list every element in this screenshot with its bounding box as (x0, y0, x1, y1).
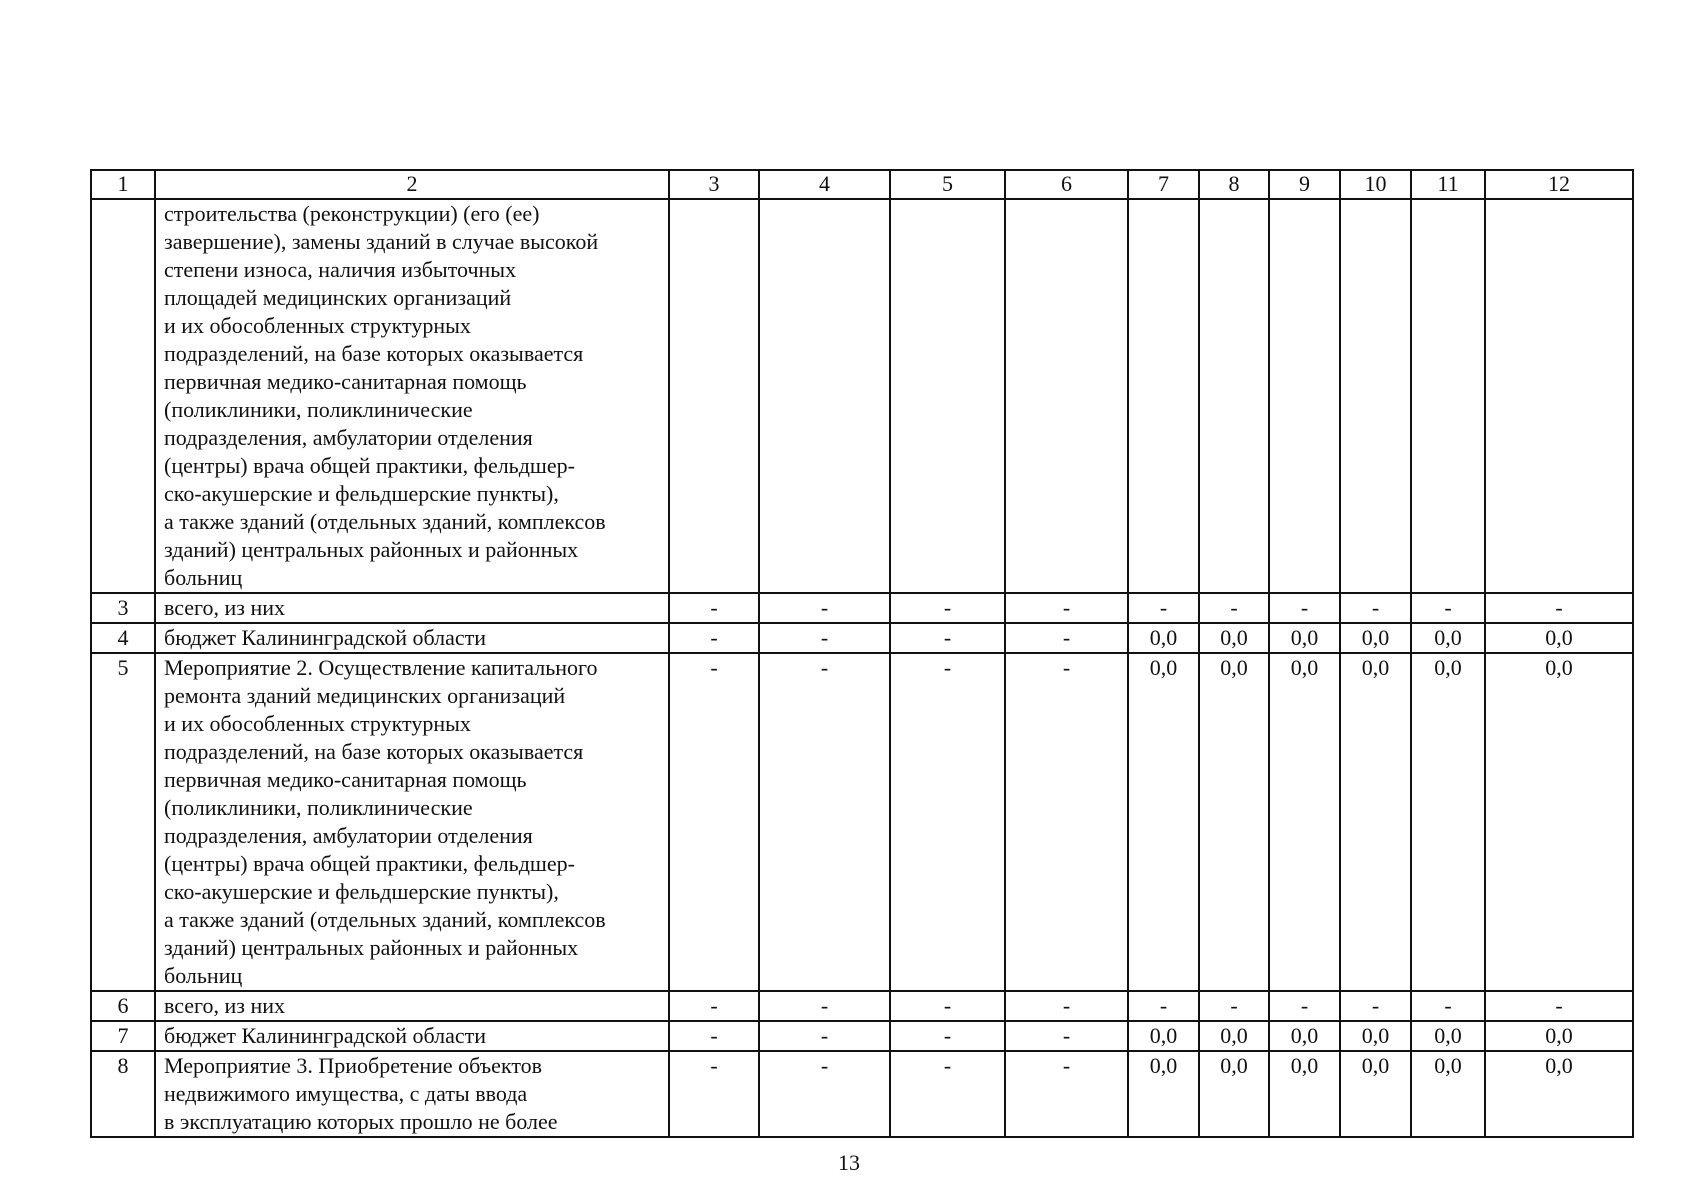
value-cell-col-9: - (1269, 991, 1340, 1021)
row-description: Мероприятие 3. Приобретение объектов недвижимого имущества, с даты ввода в эксплуатацию которых прошло не более (155, 1051, 669, 1137)
table-header-row (91, 170, 1633, 199)
value-cell-col-3: - (669, 991, 759, 1021)
table-row (91, 593, 1633, 623)
value-cell-col-10: - (1340, 991, 1411, 1021)
value-cell-col-6: - (1005, 1021, 1128, 1051)
value-cell-col-6: - (1005, 1051, 1128, 1137)
value-cell-col-3: - (669, 1021, 759, 1051)
value-cell-col-9: 0,0 (1269, 623, 1340, 653)
value-cell-col-5: - (890, 991, 1005, 1021)
value-cell-col-6: - (1005, 593, 1128, 623)
row-description: бюджет Калининградской области (155, 623, 669, 653)
value-cell-col-3: - (669, 1051, 759, 1137)
row-number: 4 (91, 623, 155, 653)
row-description: строительства (реконструкции) (его (ее) завершение), замены зданий в случае высокой степени износа, наличия избыточных площадей медицинских организаций и их обособленных структурных подразделений, на базе которых оказывается первичная медико-санитарная помощь (поликлиники, поликлинические подразделения, амбулатории отделения (центры) врача общей практики, фельдшер- ско-акушерские и фельдшерские пункты), а также зданий (отдельных зданий, комплексов зданий) центральных районных и районных больниц (155, 199, 669, 593)
value-cell-col-8: - (1199, 593, 1269, 623)
value-cell-col-11: - (1411, 593, 1485, 623)
row-number (91, 199, 155, 593)
value-cell-col-10: 0,0 (1340, 623, 1411, 653)
value-cell-col-11 (1411, 199, 1485, 593)
budget-table (90, 169, 1634, 1138)
column-header-1: 1 (91, 170, 155, 199)
value-cell-col-8: 0,0 (1199, 623, 1269, 653)
row-number: 3 (91, 593, 155, 623)
value-cell-col-10 (1340, 199, 1411, 593)
row-number: 8 (91, 1051, 155, 1137)
value-cell-col-7: - (1128, 593, 1199, 623)
value-cell-col-9: 0,0 (1269, 653, 1340, 991)
column-header-9: 9 (1269, 170, 1340, 199)
value-cell-col-3: - (669, 593, 759, 623)
value-cell-col-4: - (759, 593, 890, 623)
column-header-6: 6 (1005, 170, 1128, 199)
value-cell-col-3 (669, 199, 759, 593)
value-cell-col-4: - (759, 1051, 890, 1137)
column-header-10: 10 (1340, 170, 1411, 199)
value-cell-col-5: - (890, 593, 1005, 623)
value-cell-col-5 (890, 199, 1005, 593)
value-cell-col-12: 0,0 (1485, 623, 1633, 653)
table-row (91, 991, 1633, 1021)
value-cell-col-7: 0,0 (1128, 653, 1199, 991)
value-cell-col-4: - (759, 991, 890, 1021)
value-cell-col-4 (759, 199, 890, 593)
table-row (91, 1021, 1633, 1051)
value-cell-col-12: 0,0 (1485, 1021, 1633, 1051)
table-row (91, 653, 1633, 991)
value-cell-col-11: 0,0 (1411, 623, 1485, 653)
row-description: Мероприятие 2. Осуществление капитального ремонта зданий медицинских организаций и их обособленных структурных подразделений, на базе которых оказывается первичная медико-санитарная помощь (поликлиники, поликлинические подразделения, амбулатории отделения (центры) врача общей практики, фельдшер- ско-акушерские и фельдшерские пункты), а также зданий (отдельных зданий, комплексов зданий) центральных районных и районных больниц (155, 653, 669, 991)
value-cell-col-10: 0,0 (1340, 1021, 1411, 1051)
column-header-4: 4 (759, 170, 890, 199)
value-cell-col-7: 0,0 (1128, 1051, 1199, 1137)
value-cell-col-11: - (1411, 991, 1485, 1021)
value-cell-col-11: 0,0 (1411, 653, 1485, 991)
value-cell-col-3: - (669, 623, 759, 653)
value-cell-col-8: - (1199, 991, 1269, 1021)
value-cell-col-6: - (1005, 623, 1128, 653)
column-header-2: 2 (155, 170, 669, 199)
value-cell-col-7: - (1128, 991, 1199, 1021)
value-cell-col-12: 0,0 (1485, 653, 1633, 991)
value-cell-col-9: - (1269, 593, 1340, 623)
value-cell-col-12: - (1485, 991, 1633, 1021)
value-cell-col-8: 0,0 (1199, 1051, 1269, 1137)
value-cell-col-4: - (759, 1021, 890, 1051)
value-cell-col-4: - (759, 623, 890, 653)
value-cell-col-7: 0,0 (1128, 623, 1199, 653)
value-cell-col-12: - (1485, 593, 1633, 623)
value-cell-col-10: - (1340, 593, 1411, 623)
column-header-5: 5 (890, 170, 1005, 199)
value-cell-col-11: 0,0 (1411, 1051, 1485, 1137)
value-cell-col-10: 0,0 (1340, 1051, 1411, 1137)
column-header-11: 11 (1411, 170, 1485, 199)
value-cell-col-9 (1269, 199, 1340, 593)
value-cell-col-8: 0,0 (1199, 653, 1269, 991)
page-number: 13 (838, 1150, 860, 1175)
value-cell-col-5: - (890, 623, 1005, 653)
column-header-8: 8 (1199, 170, 1269, 199)
budget-table-container (90, 169, 1632, 1138)
row-description: всего, из них (155, 593, 669, 623)
value-cell-col-9: 0,0 (1269, 1051, 1340, 1137)
value-cell-col-8 (1199, 199, 1269, 593)
value-cell-col-3: - (669, 653, 759, 991)
column-header-7: 7 (1128, 170, 1199, 199)
column-header-12: 12 (1485, 170, 1633, 199)
value-cell-col-7 (1128, 199, 1199, 593)
value-cell-col-12: 0,0 (1485, 1051, 1633, 1137)
value-cell-col-9: 0,0 (1269, 1021, 1340, 1051)
value-cell-col-5: - (890, 653, 1005, 991)
value-cell-col-5: - (890, 1051, 1005, 1137)
row-number: 5 (91, 653, 155, 991)
column-header-3: 3 (669, 170, 759, 199)
table-row (91, 1051, 1633, 1137)
value-cell-col-8: 0,0 (1199, 1021, 1269, 1051)
value-cell-col-5: - (890, 1021, 1005, 1051)
table-row (91, 623, 1633, 653)
table-row (91, 199, 1633, 593)
row-description: бюджет Калининградской области (155, 1021, 669, 1051)
value-cell-col-7: 0,0 (1128, 1021, 1199, 1051)
row-number: 7 (91, 1021, 155, 1051)
value-cell-col-12 (1485, 199, 1633, 593)
value-cell-col-10: 0,0 (1340, 653, 1411, 991)
value-cell-col-11: 0,0 (1411, 1021, 1485, 1051)
row-description: всего, из них (155, 991, 669, 1021)
row-number: 6 (91, 991, 155, 1021)
value-cell-col-6 (1005, 199, 1128, 593)
value-cell-col-6: - (1005, 991, 1128, 1021)
value-cell-col-6: - (1005, 653, 1128, 991)
value-cell-col-4: - (759, 653, 890, 991)
